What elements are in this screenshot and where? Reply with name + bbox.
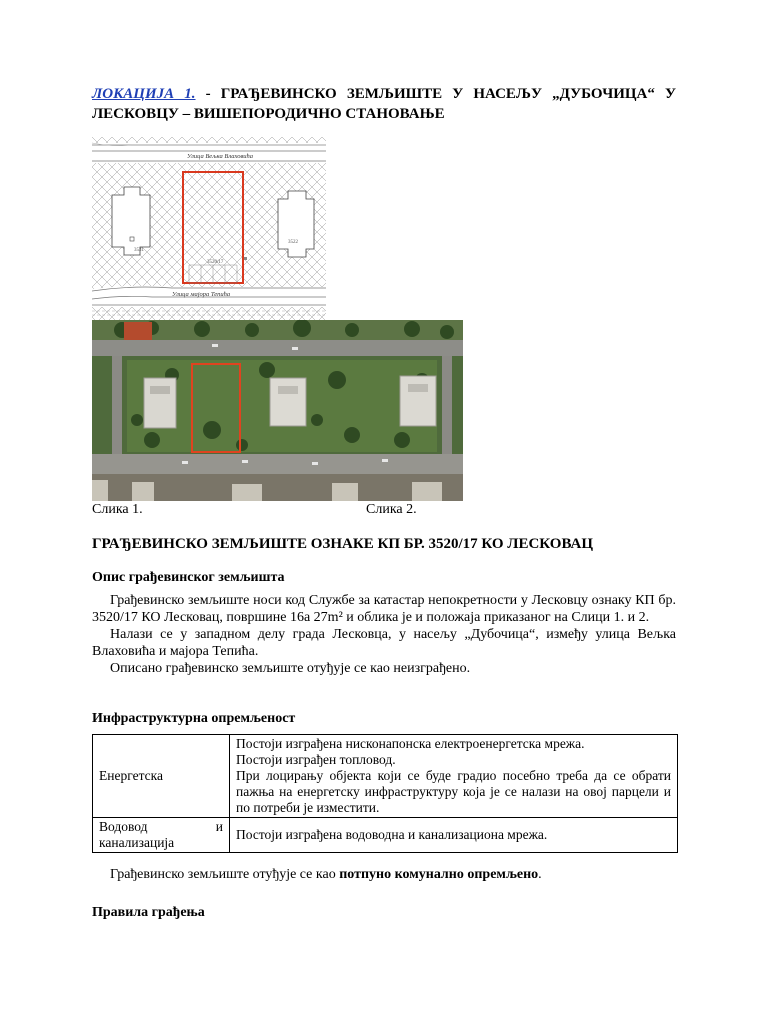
- infrastructure-title: Инфраструктурна опремљеност: [92, 711, 296, 726]
- description-paragraph-2: Налази се у западном делу града Лесковца, у насељу „Дубочица“, између улица Вељка Влаховића и мајора Тепића.: [92, 627, 676, 659]
- row-label-energy: Енергетска: [93, 735, 230, 818]
- water-label-part-2: и: [215, 819, 223, 834]
- location-heading: [92, 84, 676, 124]
- description-title: Опис грађевинског земљишта: [92, 570, 285, 585]
- location-heading-text: - ГРАЂЕВИНСКО ЗЕМЉИШТЕ У НАСЕЉУ „ДУБОЧИЦА“ У ЛЕСКОВЦУ – ВИШЕПОРОДИЧНО СТАНОВАЊЕ: [92, 86, 676, 122]
- street-label-bottom: Улица мајора Тепића: [172, 291, 231, 298]
- table-row: [93, 818, 678, 853]
- water-line-1: Постоји изграђена водоводна и канализациона мрежа.: [236, 827, 548, 842]
- energy-line-1: Постоји изграђена нисконапонска електроенергетска мрежа.: [236, 736, 585, 751]
- description-paragraph-3: Описано грађевинско земљиште отуђује се као неизграђено.: [110, 661, 471, 676]
- energy-line-2: Постоји изграђен топловод.: [236, 752, 396, 767]
- parcel-label: 3520/17: [207, 260, 224, 265]
- utility-prefix: Грађевинско земљиште отуђује се као: [110, 867, 340, 882]
- building-label-right: 3522: [288, 240, 298, 245]
- utility-suffix: .: [538, 867, 542, 882]
- water-label-part-1: Водовод: [99, 819, 148, 834]
- row-label-water: [93, 818, 230, 853]
- infrastructure-table: [92, 734, 678, 853]
- building-label-left: 3531: [134, 248, 144, 253]
- caption-figure-1: Слика 1.: [92, 502, 143, 517]
- table-row: [93, 735, 678, 818]
- energy-line-3: При лоцирању објекта који се буде градио посебно треба да се обрати пажња на енергетску инфраструктуру која је се налази на овој парцели и по потреби је изместити.: [236, 768, 671, 815]
- water-label-part-3: канализација: [99, 835, 175, 850]
- cadastral-map: [92, 137, 326, 320]
- section-title: ГРАЂЕВИНСКО ЗЕМЉИШТЕ ОЗНАКЕ КП БР. 3520/17 КО ЛЕСКОВАЦ: [92, 536, 594, 552]
- rules-title: Правила грађења: [92, 905, 205, 920]
- caption-figure-2: Слика 2.: [366, 502, 417, 517]
- location-link[interactable]: ЛОКАЦИЈА 1.: [92, 86, 196, 102]
- street-label-top: Улица Вељка Влаховића: [187, 153, 254, 160]
- row-content-water: [230, 818, 678, 853]
- description-text: [92, 592, 676, 677]
- description-paragraph-1: Грађевинско земљиште носи код Службе за катастар непокретности у Лесковцу ознаку КП бр. 3520/17 КО Лесковац, површине 16а 27m² и облика је и положаја приказаног на Слици 1. и 2.: [92, 593, 676, 625]
- aerial-photo: [92, 320, 463, 501]
- row-content-energy: [230, 735, 678, 818]
- utility-bold: потпуно комунално опремљено: [339, 867, 539, 882]
- utility-note: [92, 866, 676, 883]
